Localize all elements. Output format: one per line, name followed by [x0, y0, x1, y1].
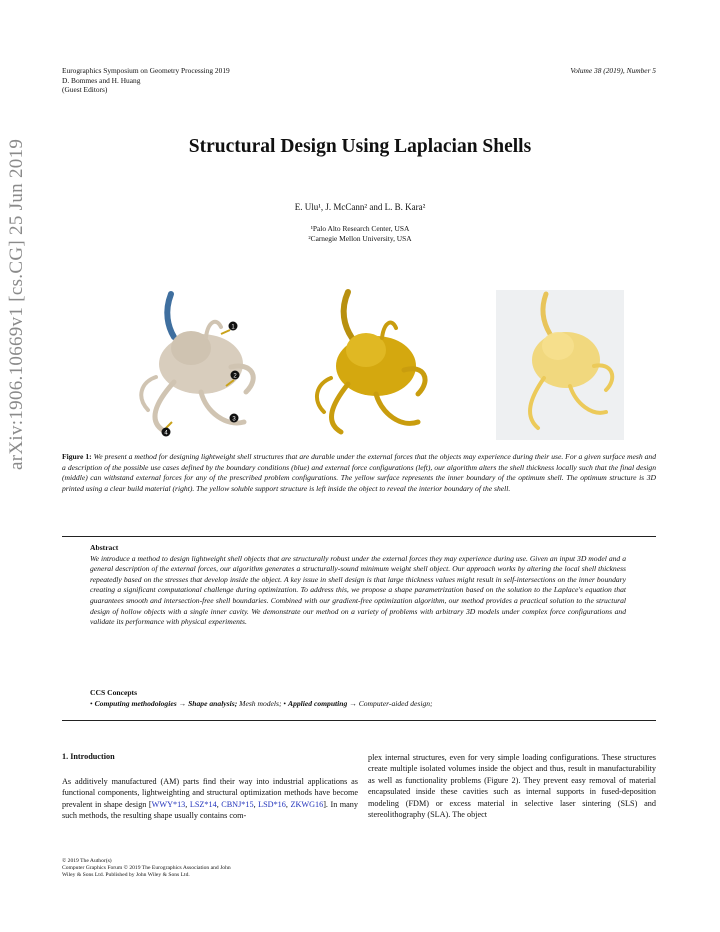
ccs-computer-aided-design: Computer-aided design; [358, 698, 433, 708]
ccs-arrow: → [178, 698, 187, 708]
arxiv-identifier: arXiv:1906.10669v1 [cs.CG] 25 Jun 2019 [6, 138, 27, 470]
guest-editors-line: (Guest Editors) [62, 85, 108, 95]
octopus-head [542, 332, 574, 360]
figure-1-image [126, 282, 626, 442]
tentacle [141, 377, 156, 410]
citation-link[interactable]: WWY*13 [151, 799, 186, 809]
octopus-head [346, 333, 386, 367]
citation-link[interactable]: CBNJ*15 [221, 799, 254, 809]
ccs-arrow: → [349, 698, 357, 708]
copyright-line: Computer Graphics Forum © 2019 The Eurographics Association and John [62, 865, 231, 872]
volume-number: Volume 38 (2019), Number 5 [570, 66, 656, 75]
editors-line: D. Bommes and H. Huang [62, 75, 141, 85]
divider [62, 536, 656, 537]
intro-text: As additively manufactured (AM) parts find their way into industrial applications as functional components, lightweighting and structural optimization methods have become prevalent in shape design [ [62, 777, 358, 809]
ccs-concepts [90, 688, 626, 709]
abstract [90, 543, 626, 628]
load-marker-2-label: 2 [233, 373, 237, 380]
tentacle [317, 378, 331, 412]
figure-caption-text: We present a method for designing lightweight shell structures that are durable under the external forces that the objects may experience during their use. For a given surface mesh and a description of the possible use cases defined by the boundary conditions (blue) and external force configurations (left), our algorithm alters the shell thickness locally such that the final design (middle) can withstand external forces for any of the prescribed problem configurations. The yellow surface represents the inner boundary of the optimum shell. The optimum structure is 3D printed using a clear build material (right). The yellow soluble support structure is left inside the object to reveal the interior boundary of the shell. [62, 452, 656, 493]
ccs-heading: CCS Concepts [90, 688, 138, 697]
load-marker-4-label: 4 [164, 430, 168, 437]
citation-link[interactable]: LSZ*14 [189, 799, 217, 809]
figure-1-caption [62, 452, 656, 494]
tentacle [155, 382, 174, 432]
citation-link[interactable]: ZKWG16 [290, 799, 324, 809]
abstract-heading: Abstract [90, 543, 119, 552]
load-marker-1-label: 1 [231, 324, 235, 331]
boundary-tentacle [167, 294, 174, 337]
figure-label: Figure 1: [62, 452, 92, 461]
tentacle [344, 292, 352, 338]
ccs-applied-computing: Applied computing [288, 698, 348, 708]
intro-paragraph-right: plex internal structures, even for very simple loading configurations. These structures create multiple isolated volumes inside the object and thus, result in manufacturability as well as functionality problems (Figure 2). They prevent easy removal of material encapsulated inside these cavities such as internal supports in fused-deposition modeling (FDM) or excess material in selective laser sintering (SLS) and stereolithography (SLA). The object [368, 753, 656, 820]
force-arrow [221, 330, 230, 334]
citation-link[interactable]: LSD*16 [258, 799, 286, 809]
intro-paragraph-left: As additively manufactured (AM) parts find their way into industrial applications as functional components, lightweighting and structural optimization methods have become prevalent in shape design [WWY*13, LSZ*14, CBNJ*15, LSD*16, ZKWG16]. In many such methods, the resulting shape usually contains com- [62, 777, 358, 821]
tentacle [206, 322, 221, 337]
tentacle [332, 384, 348, 432]
affiliation-1: ¹Palo Alto Research Center, USA [310, 224, 410, 233]
abstract-text: We introduce a method to design lightweight shell objects that are structurally robust under the external forces they may experience during use. Given an input 3D model and a general description of the external forces, our algorithm generates a structurally-sound minimum weight shell object. Our approach works by altering the local shell thickness repeatedly based on the stresses that develop inside the object. A key issue in shell design is that large thickness values might result in self-intersections on the inner boundary creating a significant computational challenge during optimization. To address this, we propose a shape parametrization based on the solution to the Laplace's equation that guarantees smooth and intersection-free shell boundaries. Combined with our gradient-free optimization algorithm, our method provides a practical solution to the structural design of hollow objects with a single inner cavity. We demonstrate our method on a variety of problems with arbitrary 3D models under complex force configurations and validate its performance with physical experiments. [90, 553, 626, 627]
venue-block [62, 66, 230, 95]
affiliation-2: ²Carnegie Mellon University, USA [308, 234, 412, 243]
force-arrow [166, 422, 172, 428]
ccs-bullet: • [90, 698, 93, 708]
ccs-mesh-models: Mesh models; [239, 698, 282, 708]
ccs-computing-methodologies: Computing methodologies [94, 698, 177, 708]
octopus-printed-photo [496, 290, 624, 440]
load-marker-3-label: 3 [232, 416, 236, 423]
tentacle [382, 323, 396, 338]
copyright-line: Wiley & Sons Ltd. Published by John Wiley & Sons Ltd. [62, 872, 190, 879]
author-list: E. Ulu¹, J. McCann² and L. B. Kara² [294, 202, 426, 212]
ccs-bullet: • [283, 698, 287, 708]
tentacle [376, 394, 418, 423]
venue-line: Eurographics Symposium on Geometry Processing 2019 [62, 66, 230, 75]
copyright-line: © 2019 The Author(s) [62, 858, 112, 864]
copyright-footer [62, 858, 231, 880]
octopus-optimized-shell [317, 292, 425, 432]
affiliations [0, 224, 720, 244]
divider [62, 720, 656, 721]
intro-text: ]. In many such methods, the resulting shape usually contains com- [62, 799, 358, 821]
paper-title: Structural Design Using Laplacian Shells [188, 136, 532, 157]
ccs-shape-analysis: Shape analysis; [188, 698, 238, 708]
section-heading-introduction: 1. Introduction [62, 752, 115, 761]
octopus-input-model [141, 294, 253, 437]
